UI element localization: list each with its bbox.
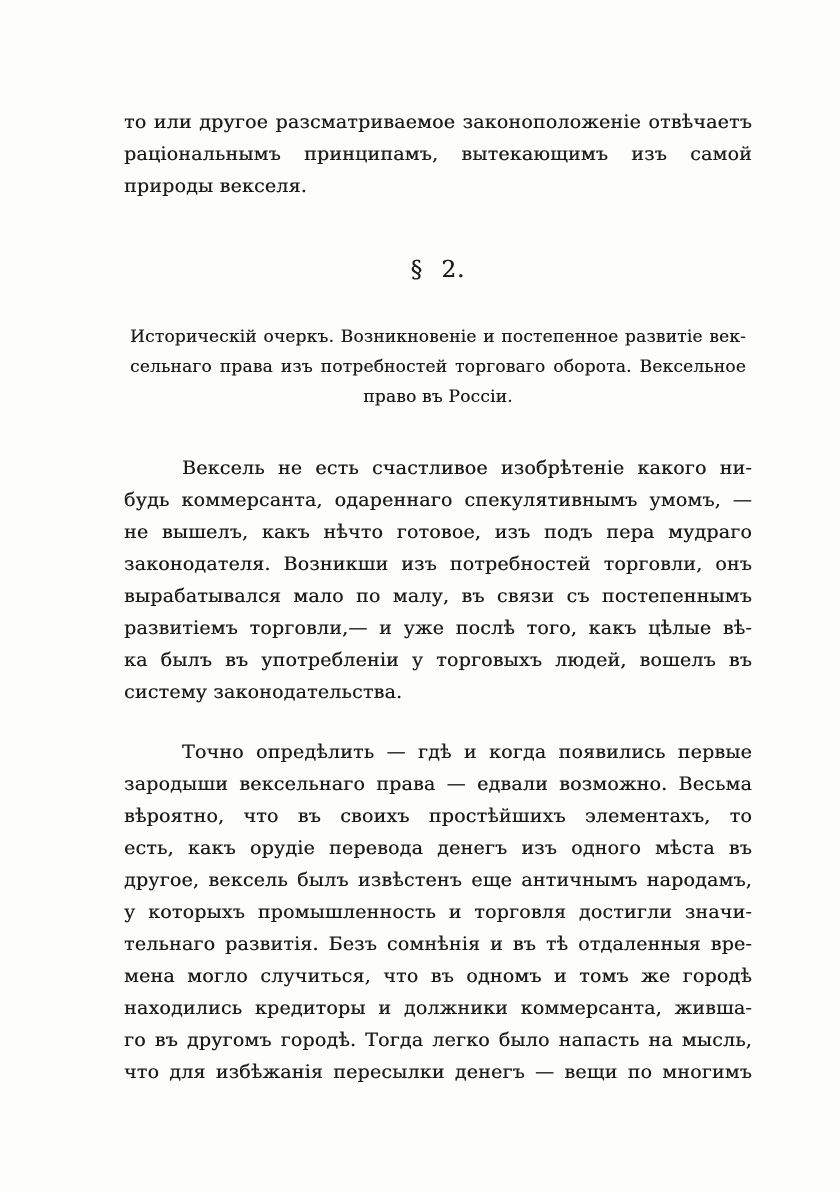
text-line: систему законодательства. bbox=[124, 681, 403, 703]
text-line: есть, какъ орудіе перевода денегъ изъ одного мѣста въ bbox=[124, 837, 752, 859]
text-line: другое, вексель былъ извѣстенъ еще античнымъ народамъ, bbox=[124, 869, 752, 891]
page-text-block bbox=[124, 106, 752, 1088]
text-line: что для избѣжанія пересылки денегъ — вещи по многимъ bbox=[124, 1061, 752, 1083]
text-line: у которыхъ промышленность и торговля достигли значи- bbox=[124, 901, 752, 923]
text-line: Вексель не есть счастливое изобрѣтеніе какого ни- bbox=[182, 457, 752, 479]
text-line: тельнаго развитія. Безъ сомнѣнія и въ тѣ отдаленныя вре- bbox=[124, 933, 752, 955]
text-line: находились кредиторы и должники коммерсанта, живша- bbox=[124, 997, 752, 1019]
text-line: Точно опредѣлить — гдѣ и когда появились первые bbox=[182, 741, 752, 763]
text-line: право въ Россіи. bbox=[363, 387, 513, 407]
text-line: ка былъ въ употребленіи у торговыхъ людей, вошелъ въ bbox=[124, 649, 752, 671]
text-line: будь коммерсанта, одареннаго спекулятивнымъ умомъ, — bbox=[124, 489, 752, 511]
body-paragraph-1 bbox=[124, 452, 752, 708]
text-line: вѣроятно, что въ своихъ простѣйшихъ элементахъ, то bbox=[124, 805, 752, 827]
text-line: раціональнымъ принципамъ, вытекающимъ изъ самой bbox=[124, 143, 752, 165]
text-line: развитіемъ торговли,— и уже послѣ того, какъ цѣлые вѣ- bbox=[124, 617, 752, 639]
text-line: вырабатывался мало по малу, въ связи съ постепеннымъ bbox=[124, 585, 752, 607]
text-line: мена могло случиться, что въ одномъ и томъ же городѣ bbox=[124, 965, 752, 987]
continuation-paragraph bbox=[124, 106, 752, 202]
text-line: зародыши вексельнаго права — едвали возможно. Весьма bbox=[124, 773, 752, 795]
section-heading: § 2. bbox=[410, 257, 466, 283]
text-line: природы векселя. bbox=[124, 175, 307, 197]
text-line: не вышелъ, какъ нѣчто готовое, изъ подъ пера мудраго bbox=[124, 521, 752, 543]
text-line: Историческій очеркъ. Возникновеніе и постепенное развитіе век- bbox=[130, 327, 746, 347]
section-summary bbox=[124, 322, 752, 412]
text-line: го въ другомъ городѣ. Тогда легко было напасть на мысль, bbox=[124, 1029, 752, 1051]
text-line: законодателя. Возникши изъ потребностей торговли, онъ bbox=[124, 553, 752, 575]
body-paragraph-2 bbox=[124, 736, 752, 1088]
text-line: сельнаго права изъ потребностей торговаго оборота. Вексельное bbox=[130, 357, 746, 377]
text-line: то или другое разсматриваемое законоположеніе отвѣчаетъ bbox=[124, 111, 752, 133]
